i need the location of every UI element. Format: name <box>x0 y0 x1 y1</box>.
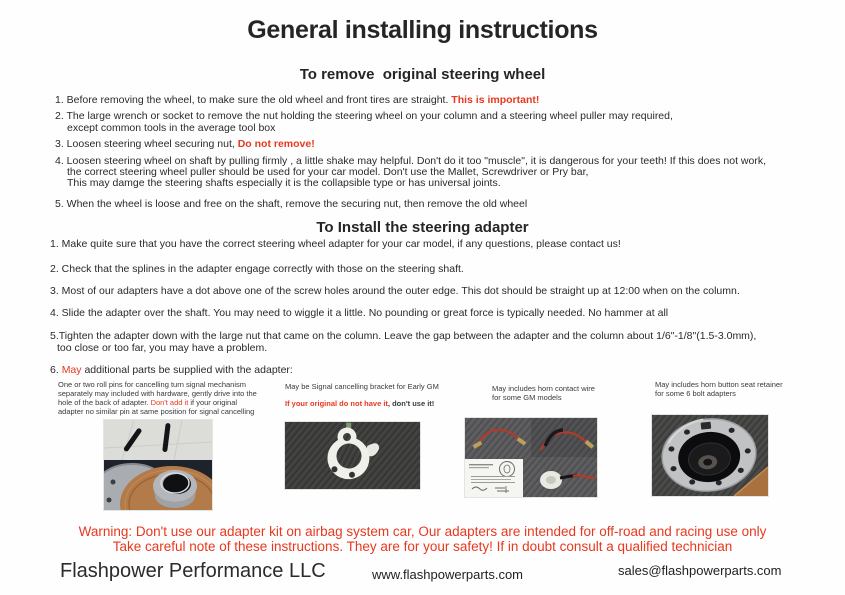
text-segment: 1. Before removing the wheel, to make sure the old wheel and front tires are straight. <box>55 94 452 106</box>
warning-text <box>0 524 845 554</box>
text-segment: , don't use it! <box>387 399 435 408</box>
list-item <box>50 264 756 275</box>
text-segment: 2. The large wrench or socket to remove the nut holding the steering wheel on your column and a steering wheel puller may required, <box>55 110 673 122</box>
red-text: Do not remove! <box>237 138 315 150</box>
website-url: www.flashpowerparts.com <box>372 567 523 582</box>
email-address: sales@flashpowerparts.com <box>618 563 782 578</box>
text-segment: 5. When the wheel is loose and free on the shaft, remove the securing nut, then remove the old wheel <box>55 198 528 210</box>
text-segment: 1. Make quite sure that you have the correct steering wheel adapter for your car model, if any questions, please contact us! <box>50 238 621 250</box>
red-text: This is important! <box>451 94 540 106</box>
list-item <box>50 365 756 376</box>
text-segment: 5.Tighten the adapter down with the large nut that came on the column. Leave the gap between the adapter and the column about 1/6"-1/8"(1.5-3.0mm), <box>50 330 757 342</box>
photo-roll-pins-and-adapter <box>104 420 212 510</box>
text-segment: One or two roll pins for cancelling turn signal mechanism separately may included with hardware, gently drive into the hole of the back of adapter. <box>58 380 257 407</box>
remove-section-heading: To remove original steering wheel <box>299 66 546 83</box>
list-item <box>55 111 766 122</box>
company-name: Flashpower Performance LLC <box>60 560 326 582</box>
text-segment: 4. Slide the adapter over the shaft. You may need to wiggle it a little. No pounding or great force is typically needed. No hammer at all <box>50 307 669 319</box>
list-item <box>55 95 766 106</box>
red-text: Don't add it <box>150 398 189 407</box>
text-segment: May be Signal cancelling bracket for Early GM <box>285 382 439 391</box>
install-section-heading: To Install the steering adapter <box>316 219 529 236</box>
red-text: May <box>61 364 82 376</box>
caption-horn-contact-wire <box>492 384 637 402</box>
text-segment: May includes horn button seat retainer <box>655 380 783 389</box>
text-segment: 2. Check that the splines in the adapter engage correctly with those on the steering shaft. <box>50 263 464 275</box>
text-segment: additional parts be supplied with the adapter: <box>81 364 293 376</box>
text-segment: 4. Loosen steering wheel on shaft by pulling firmly , a little shake may helpful. Don't do it too "muscle", it is dangerous for your teeth! If this does not work, <box>55 155 766 167</box>
text-segment: if your original adapter no similar pin at same position for signal cancelling <box>58 398 255 416</box>
text-segment: for some GM models <box>492 393 562 402</box>
list-item <box>50 331 756 342</box>
photo-horn-contact-wires <box>465 418 597 497</box>
list-item <box>50 239 756 250</box>
list-item-continuation <box>50 343 756 354</box>
list-item <box>55 199 766 210</box>
list-item <box>55 139 766 150</box>
caption-roll-pins <box>58 380 258 416</box>
warning-line-2: Take careful note of these instructions. They are for your safety! If in doubt consult a qualified technician <box>112 539 733 554</box>
text-segment: May includes horn contact wire <box>492 384 595 393</box>
photo-signal-cancelling-bracket <box>285 422 420 489</box>
list-item <box>50 308 756 319</box>
remove-instructions-list <box>55 95 766 210</box>
text-segment: 3. Most of our adapters have a dot above one of the screw holes around the outer edge. This dot should be straight up at 12:00 when on the column. <box>50 285 740 297</box>
photo-hub-horn-button-seat <box>652 415 768 496</box>
list-item-continuation <box>55 123 766 134</box>
list-item <box>50 286 756 297</box>
text-segment: 6. <box>50 364 62 376</box>
list-item-continuation <box>55 178 766 189</box>
text-segment: too close or too far, you may have a problem. <box>57 342 268 354</box>
text-segment: the correct steering wheel puller should be used for your car model. Don't use the Mallet, Screwdriver or Pry bar, <box>67 166 589 178</box>
optional-parts-section <box>0 376 845 522</box>
red-text: If your original do not have it <box>285 399 388 408</box>
page-title: General installing instructions <box>247 16 598 44</box>
warning-line-1: Warning: Don't use our adapter kit on airbag system car, Our adapters are intended for off-road and racing use only <box>78 524 767 539</box>
text-segment: 3. Loosen steering wheel securing nut, <box>55 138 238 150</box>
install-instructions-list <box>50 239 756 376</box>
caption-cancelling-bracket <box>285 382 465 408</box>
text-segment: for some 6 bolt adapters <box>655 389 736 398</box>
text-segment: except common tools in the average tool box <box>67 122 276 134</box>
text-segment: This may damge the steering shafts especially it is the collapsible type or has universal joints. <box>67 177 501 189</box>
caption-horn-button-seat <box>655 380 825 398</box>
